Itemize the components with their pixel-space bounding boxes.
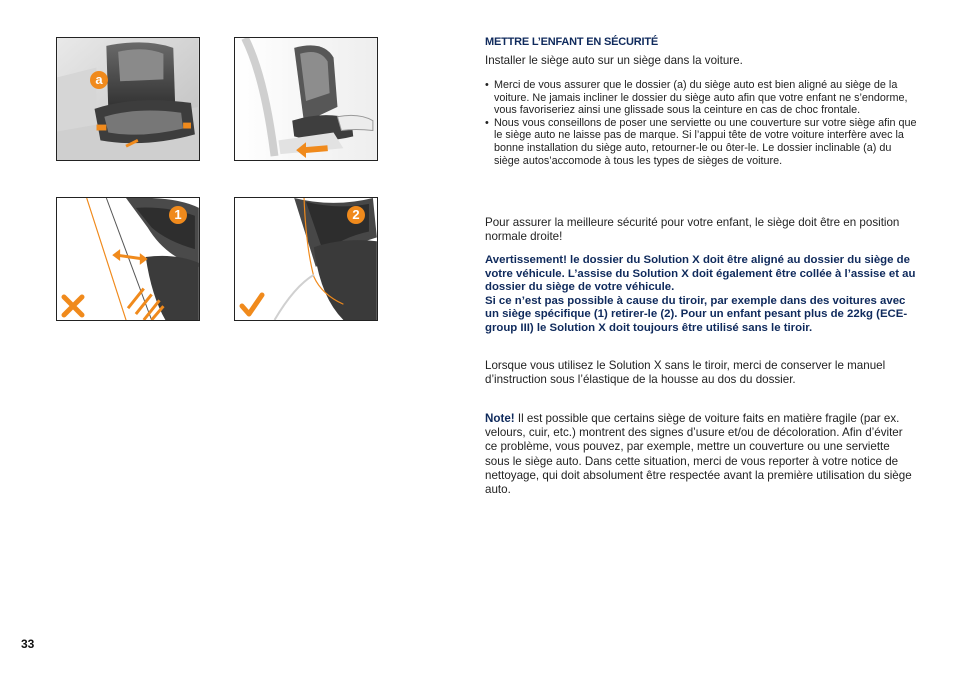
warning-block <box>485 254 917 335</box>
drawer-note-text: Lorsque vous utilisez le Solution X sans le tiroir, merci de conserver le manuel d’instruction sous l’élastique de la housse au dos du dossier. <box>485 359 886 387</box>
note-paragraph <box>485 412 917 497</box>
instruction-list <box>485 79 917 167</box>
page-number: 33 <box>21 637 35 651</box>
safety-text: Pour assurer la meilleure sécurité pour votre enfant, le siège doit être en position normale droite! <box>485 216 900 244</box>
checkmark-icon <box>239 292 265 318</box>
warning-text: Avertissement! le dossier du Solution X doit être aligné au dossier du siège de votre véhicule. L’assise du Solution X doit également être collée à l’assise et au dossier du siège de votre véhicule. <box>485 254 916 293</box>
cross-icon <box>61 294 85 318</box>
intro-text: Installer le siège auto sur un siège dans la voiture. <box>485 54 743 67</box>
figure-incorrect-position <box>56 197 200 321</box>
seat-front-illustration <box>57 38 199 160</box>
figure-correct-position <box>234 197 378 321</box>
list-item: • Nous vous conseillons de poser une serviette ou une couverture sur votre siège afin que le siège auto ne laisse pas de marque. Si l’appui tête de votre voiture interfère avec la bonne installation du siège auto, retourner-le ou ôter-le. Le dossier inclinable (a) du siège autos’accomode à tous les types de sièges de voiture. <box>485 117 917 167</box>
seat-side-illustration <box>235 38 377 160</box>
note-text: Il est possible que certains siège de voiture faits en matière fragile (par ex. velours, cuir, etc.) montrent des signes d’usure et/ou de décoloration. Afin d’éviter ce problème, vous pouvez, par exemple, mettre un couverture ou une serviette sous le siège auto. Dans cette situation, merci de vous reporter à votre notice de nettoyage, qui doit absolument être respectée avant la première utilisation du siège auto. <box>485 412 912 497</box>
figure-seat-front <box>56 37 200 161</box>
callout-1: 1 <box>169 206 187 224</box>
note-label: Note! <box>485 412 515 425</box>
section-heading: METTRE L’ENFANT EN SÉCURITÉ <box>485 36 659 48</box>
callout-a: a <box>90 71 108 89</box>
figure-seat-side <box>234 37 378 161</box>
warning-drawer-text: Si ce n’est pas possible à cause du tiroir, par exemple dans des voitures avec un siège spécifique (1) retirer-le (2). Pour un enfant pesant plus de 22kg (ECE-group III) le Solution X doit toujours être utilisé sans le tiroir. <box>485 294 908 334</box>
callout-2: 2 <box>347 206 365 224</box>
list-item: • Merci de vous assurer que le dossier (a) du siège auto est bien aligné au siège de la voiture. Ne jamais incliner le dossier du siège auto afin que votre enfant ne s’endorme, vous favoriseriez ainsi une glissade sous la ceinture en cas de choc frontale. <box>485 79 917 117</box>
